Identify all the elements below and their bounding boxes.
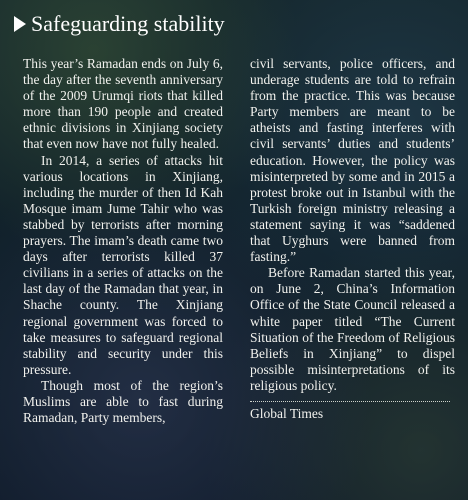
triangle-bullet-icon — [14, 16, 26, 32]
paragraph: civil servants, police officers, and underage students are told to refrain from the practice. This was because Party members are meant to be atheists and fasting interferes with civil servants’ duties and students’ education. However, the policy was misinterpreted by some and in 2015 a protest broke out in Istanbul with the Turkish foreign ministry releasing a statement saying it was “saddened that Uyghurs were banned from fasting.” — [250, 56, 455, 265]
right-column — [250, 56, 455, 422]
left-column — [23, 56, 223, 426]
dotted-divider — [250, 401, 450, 402]
paragraph: Though most of the region’s Muslims are able to fast during Ramadan, Party members, — [23, 377, 223, 426]
section-title: Safeguarding stability — [31, 11, 225, 36]
paragraph: Before Ramadan started this year, on June 2, China’s Information Office of the State Council released a white paper titled “The Current Situation of the Freedom of Religious Beliefs in Xinjiang” to dispel possible misinterpretations of its religious policy. — [250, 265, 455, 393]
section-heading — [14, 11, 225, 37]
paragraph: This year’s Ramadan ends on July 6, the day after the seventh anniversary of the 2009 Urumqi riots that killed more than 190 people and created ethnic divisions in Xinjiang society that even now have not fully healed. — [23, 56, 223, 152]
paragraph: In 2014, a series of attacks hit various locations in Xinjiang, including the murder of then Id Kah Mosque imam Jume Tahir who was stabbed by terrorists after morning prayers. The imam’s death came two days after terrorists killed 37 civilians in a series of attacks on the last day of the Ramadan that year, in Shache county. The Xinjiang regional government was forced to take measures to safeguard regional stability and security under this pressure. — [23, 152, 223, 377]
source-credit: Global Times — [250, 405, 324, 421]
